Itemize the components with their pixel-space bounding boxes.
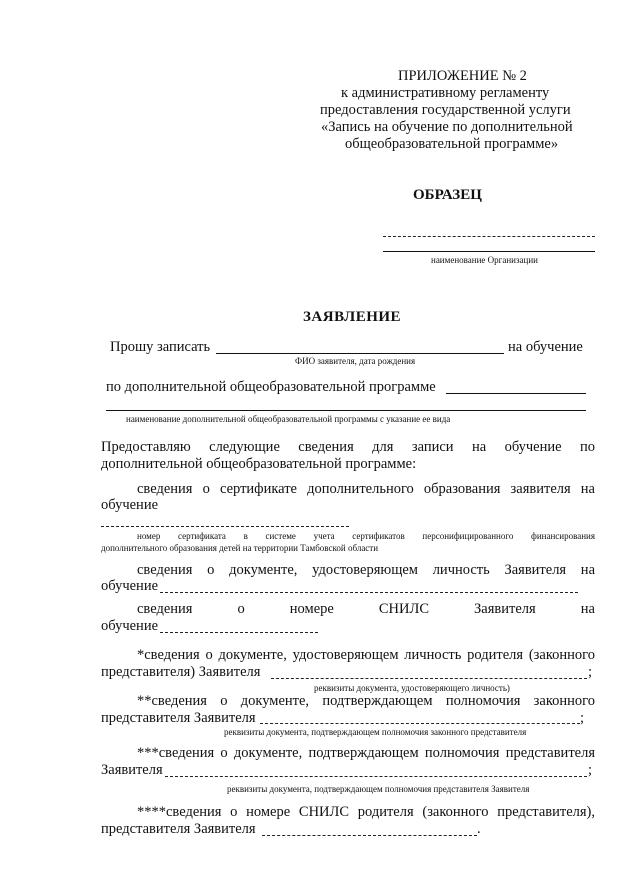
proxy-authority-end: ; xyxy=(588,762,593,778)
snils-parent-line-2: представителя Заявителя xyxy=(101,821,256,837)
appendix-title: ПРИЛОЖЕНИЕ № 2 xyxy=(398,68,527,84)
proxy-authority-line-2: Заявителя xyxy=(101,762,163,778)
program-field-1[interactable] xyxy=(446,393,586,394)
fio-caption: ФИО заявителя, дата рождения xyxy=(295,356,416,366)
appendix-line: «Запись на обучение по дополнительной xyxy=(321,119,573,135)
provide-word: Предоставляю xyxy=(101,439,191,455)
snils-word: Заявителя xyxy=(474,601,536,617)
snils-parent-end: . xyxy=(477,821,481,837)
rep-authority-line-1: **сведения о документе, подтверждающем полномочия законного xyxy=(137,693,595,709)
identity-line-1: сведения о документе, удостоверяющем личность Заявителя на xyxy=(137,562,595,578)
snils-word: СНИЛС xyxy=(378,601,429,617)
provide-word: следующие xyxy=(209,439,280,455)
appendix-line: предоставления государственной услуги xyxy=(320,102,571,118)
parent-identity-end: ; xyxy=(588,664,593,680)
fio-field[interactable] xyxy=(216,353,504,354)
proxy-authority-caption: реквизиты документа, подтверждающем полномочия представителя Заявителя xyxy=(227,784,530,794)
snils-line-2: обучение xyxy=(101,618,159,634)
provide-word: на xyxy=(471,439,487,455)
snils-word: о xyxy=(237,601,245,617)
provide-word: по xyxy=(579,439,595,455)
org-line-1[interactable] xyxy=(383,236,595,237)
provide-word: сведения xyxy=(298,439,354,455)
provide-word: записи xyxy=(411,439,454,455)
provide-word: для xyxy=(372,439,394,455)
program-label: по дополнительной общеобразовательной программе xyxy=(106,379,436,395)
certificate-line-1: сведения о сертификате дополнительного образования заявителя на xyxy=(137,481,595,497)
parent-identity-line-2: представителя) Заявителя xyxy=(101,664,261,680)
identity-field[interactable] xyxy=(160,592,578,593)
document-title: ЗАЯВЛЕНИЕ xyxy=(303,309,402,325)
certificate-line-2: обучение xyxy=(101,497,159,513)
provide-word: обучение xyxy=(504,439,562,455)
provide-line-1 xyxy=(101,439,595,456)
snils-line-1 xyxy=(137,601,595,618)
certificate-caption-1: номер сертификата в системе учета сертификатов персонифицированного финансирования xyxy=(137,531,595,541)
proxy-authority-field[interactable] xyxy=(165,776,587,777)
sample-label: ОБРАЗЕЦ xyxy=(413,187,482,203)
snils-field[interactable] xyxy=(160,632,318,633)
request-suffix: на обучение xyxy=(508,339,583,355)
provide-line-2: дополнительной общеобразовательной программе: xyxy=(101,456,417,472)
rep-authority-field[interactable] xyxy=(260,723,580,724)
snils-word: на xyxy=(580,601,595,617)
rep-authority-line-2: представителя Заявителя xyxy=(101,710,256,726)
appendix-line: к административному регламенту xyxy=(341,85,550,101)
rep-authority-caption: реквизиты документа, подтверждающем полномочия законного представителя xyxy=(224,727,527,737)
snils-parent-field[interactable] xyxy=(262,835,477,836)
org-line-2[interactable] xyxy=(383,251,595,252)
parent-identity-caption: реквизиты документа, удостоверяющего личность) xyxy=(314,683,510,693)
certificate-caption-2: дополнительного образования детей на территории Тамбовской области xyxy=(101,543,379,553)
proxy-authority-line-1: ***сведения о документе, подтверждающем полномочия представителя xyxy=(137,745,595,761)
identity-line-2: обучение xyxy=(101,578,159,594)
program-field-2[interactable] xyxy=(106,410,586,411)
snils-parent-line-1: ****сведения о номере СНИЛС родителя (законного представителя), xyxy=(137,804,595,820)
request-prefix: Прошу записать xyxy=(110,339,211,355)
appendix-line: общеобразовательной программе» xyxy=(345,136,559,152)
snils-word: сведения xyxy=(137,601,193,617)
certificate-field[interactable] xyxy=(101,526,349,527)
parent-identity-line-1: *сведения о документе, удостоверяющем личность родителя (законного xyxy=(137,647,595,663)
program-caption: наименование дополнительной общеобразовательной программы с указание ее вида xyxy=(126,414,451,424)
rep-authority-end: ; xyxy=(580,710,585,726)
org-caption: наименование Организации xyxy=(431,255,538,265)
snils-word: номере xyxy=(289,601,334,617)
parent-identity-field[interactable] xyxy=(271,678,587,679)
